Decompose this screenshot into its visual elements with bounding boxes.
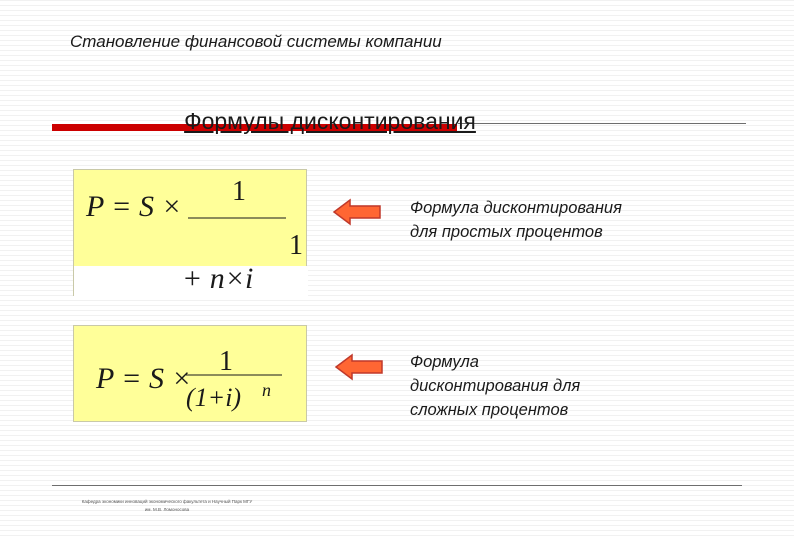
- footer-line-1: Кафедра экономики инноваций экономического факультета и Научный Парк МГУ: [81, 499, 253, 504]
- arrow-left-icon: [332, 198, 382, 226]
- formula-compound-exponent: n: [262, 380, 271, 400]
- formula-box-compound: [73, 325, 307, 422]
- formula-simple-svg: [74, 170, 308, 297]
- formula-compound-description: Формула дисконтирования для сложных процентов: [410, 353, 581, 419]
- formula-simple-denominator-rest: + n×i: [182, 262, 254, 295]
- formula-compound-denominator: (1+i): [186, 383, 242, 412]
- formula-compound-lhs: P = S ×: [96, 362, 192, 395]
- header-title: Становление финансовой системы компании: [70, 32, 442, 51]
- formula-simple-description: Формула дисконтирования для простых процентов: [410, 199, 622, 241]
- footer-line-2: им. М.В. Ломоносова: [144, 507, 190, 512]
- formula-compound-numerator: 1: [219, 346, 233, 377]
- formula-compound-svg: [74, 326, 308, 423]
- footer-divider: [52, 485, 742, 486]
- formula-simple-denominator-one: 1: [289, 230, 303, 261]
- footer-credits: [42, 498, 292, 514]
- formula-simple-numerator: 1: [232, 176, 246, 207]
- formula-box-simple: [73, 169, 307, 296]
- formula-simple-lhs: P = S ×: [86, 190, 182, 223]
- arrow-left-icon: [334, 353, 384, 381]
- slide-title: Формулы дисконтирования: [184, 108, 476, 134]
